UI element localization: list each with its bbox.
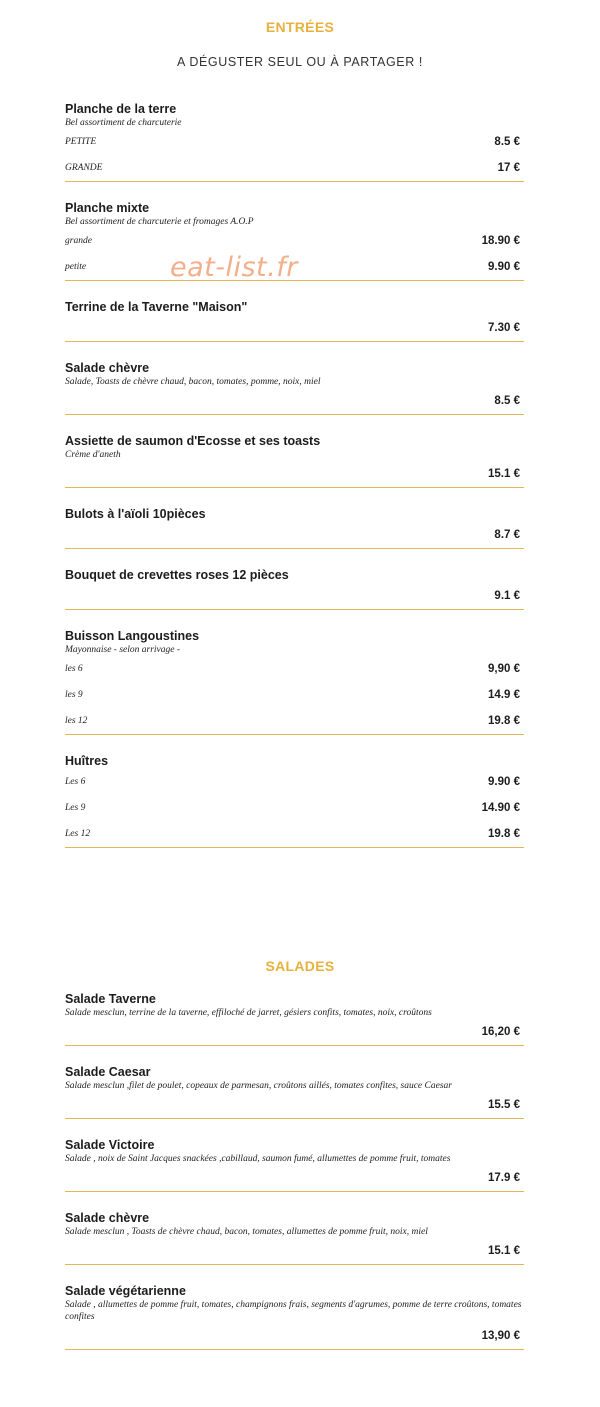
item-spacer	[65, 848, 524, 866]
menu-item-name: Salade végétarienne	[65, 1284, 186, 1298]
section-subtitle-entrees: A DÉGUSTER SEUL OU À PARTAGER !	[177, 55, 423, 69]
menu-item-description: Salade , allumettes de pomme fruit, tomates, champignons frais, segments d'agrumes, pomme de terre croûtons, tomates confites	[65, 1300, 522, 1322]
price-row	[65, 656, 524, 682]
menu-item	[65, 628, 524, 735]
price-row	[65, 583, 524, 609]
watermark-logo: eat-list.fr	[170, 252, 298, 283]
price-value: 9,90 €	[488, 663, 520, 675]
menu-item-description: Bel assortiment de charcuterie	[65, 118, 182, 128]
price-value: 9.90 €	[488, 776, 520, 788]
menu-item-name: Planche mixte	[65, 201, 150, 215]
menu-item	[65, 506, 524, 549]
price-row	[65, 155, 524, 181]
menu-item-description: Salade mesclun, terrine de la taverne, effiloché de jarret, gésiers confits, tomates, noix, croûtons	[65, 1008, 432, 1018]
menu-item-name: Salade Victoire	[65, 1138, 155, 1152]
price-option-label: petite	[65, 262, 87, 272]
price-row	[65, 1092, 524, 1118]
price-value: 19.8 €	[488, 715, 520, 727]
item-spacer	[65, 549, 524, 567]
price-value: 8.5 €	[494, 395, 520, 407]
menu-item	[65, 991, 524, 1046]
menu-item-name: Terrine de la Taverne "Maison"	[65, 300, 248, 314]
menu-item-description: Crème d'aneth	[65, 450, 121, 460]
menu-item-name: Buisson Langoustines	[65, 629, 200, 643]
entrees-menu-list	[65, 101, 524, 866]
menu-item-name: Assiette de saumon d'Ecosse et ses toasts	[65, 434, 321, 448]
menu-item-name: Bouquet de crevettes roses 12 pièces	[65, 568, 289, 582]
menu-item-name: Salade chèvre	[65, 361, 150, 375]
item-spacer	[65, 1192, 524, 1210]
item-spacer	[65, 610, 524, 628]
price-value: 18.90 €	[481, 235, 520, 247]
price-row	[65, 228, 524, 254]
price-row	[65, 1238, 524, 1264]
item-spacer	[65, 1265, 524, 1283]
menu-item-description: Salade mesclun ,filet de poulet, copeaux de parmesan, croûtons aillés, tomates confites, sauce Caesar	[65, 1081, 452, 1091]
menu-item-description: Salade , noix de Saint Jacques snackées ,cabillaud, saumon fumé, allumettes de pomme fruit, tomates	[65, 1154, 451, 1164]
price-option-label: les 6	[65, 664, 83, 674]
price-value: 15.5 €	[488, 1099, 520, 1111]
price-option-label: les 12	[65, 716, 88, 726]
menu-item	[65, 101, 524, 182]
item-spacer	[65, 735, 524, 753]
item-spacer	[65, 281, 524, 299]
menu-item	[65, 299, 524, 342]
menu-item-description: Salade mesclun , Toasts de chèvre chaud, bacon, tomates, allumettes de pomme fruit, noix, miel	[65, 1227, 428, 1237]
price-value: 14.9 €	[488, 689, 520, 701]
menu-item-description: Bel assortiment de charcuterie et fromages A.O.P	[65, 217, 254, 227]
item-spacer	[65, 488, 524, 506]
menu-item	[65, 1210, 524, 1265]
price-row	[65, 682, 524, 708]
item-spacer	[65, 182, 524, 200]
price-value: 15.1 €	[488, 468, 520, 480]
menu-item-description: Salade, Toasts de chèvre chaud, bacon, tomates, pomme, noix, miel	[65, 377, 321, 387]
item-spacer	[65, 415, 524, 433]
menu-item-name: Huîtres	[65, 754, 109, 768]
item-spacer	[65, 1046, 524, 1064]
menu-item	[65, 753, 524, 848]
price-row	[65, 821, 524, 847]
menu-item-name: Bulots à l'aïoli 10pièces	[65, 507, 206, 521]
price-row	[65, 708, 524, 734]
menu-item-name: Salade chèvre	[65, 1211, 150, 1225]
price-option-label: les 9	[65, 690, 83, 700]
price-value: 17.9 €	[488, 1172, 520, 1184]
menu-item	[65, 567, 524, 610]
price-value: 14.90 €	[481, 802, 520, 814]
price-row	[65, 1165, 524, 1191]
price-option-label: PETITE	[65, 137, 97, 147]
price-row	[65, 522, 524, 548]
price-value: 17 €	[497, 162, 520, 174]
price-row	[65, 129, 524, 155]
menu-item-name: Salade Taverne	[65, 992, 156, 1006]
price-value: 9.1 €	[494, 590, 520, 602]
menu-item-name: Planche de la terre	[65, 102, 177, 116]
price-option-label: Les 6	[65, 777, 86, 787]
menu-item	[65, 433, 524, 488]
price-value: 8.7 €	[494, 529, 520, 541]
menu-item-description: Mayonnaise - selon arrivage -	[65, 645, 181, 655]
price-option-label: grande	[65, 236, 92, 246]
price-row	[65, 769, 524, 795]
price-row	[65, 315, 524, 341]
price-value: 7.30 €	[488, 322, 520, 334]
price-row	[65, 461, 524, 487]
menu-item-name: Salade Caesar	[65, 1065, 151, 1079]
salades-menu-list	[65, 991, 524, 1368]
item-spacer	[65, 342, 524, 360]
price-row	[65, 1323, 524, 1349]
section-title-entrees: ENTRÉES	[265, 19, 335, 35]
price-value: 16,20 €	[481, 1026, 520, 1038]
menu-item	[65, 360, 524, 415]
price-option-label: Les 9	[65, 803, 86, 813]
item-spacer	[65, 1119, 524, 1137]
price-value: 9.90 €	[488, 261, 520, 273]
menu-item	[65, 1283, 524, 1350]
menu-item	[65, 1064, 524, 1119]
price-option-label: Les 12	[65, 829, 91, 839]
price-value: 8.5 €	[494, 136, 520, 148]
price-value: 19.8 €	[488, 828, 520, 840]
price-option-label: GRANDE	[65, 163, 103, 173]
price-row	[65, 795, 524, 821]
price-value: 15.1 €	[488, 1245, 520, 1257]
price-row	[65, 1019, 524, 1045]
item-spacer	[65, 1350, 524, 1368]
section-title-salades: SALADES	[265, 958, 335, 974]
price-value: 13,90 €	[481, 1330, 520, 1342]
price-row	[65, 388, 524, 414]
menu-item	[65, 1137, 524, 1192]
